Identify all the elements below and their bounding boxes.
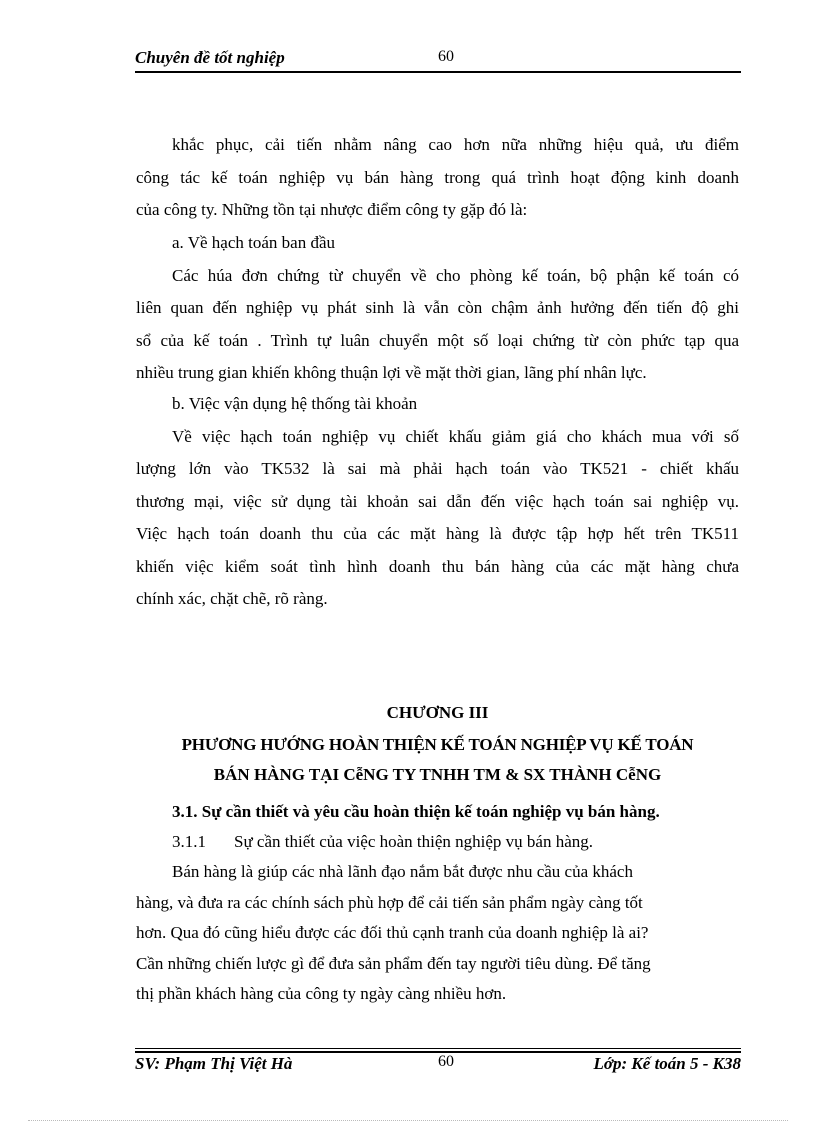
page-header xyxy=(135,48,741,70)
page-footer xyxy=(135,1054,741,1078)
section-a xyxy=(136,227,739,390)
chapter-label: CHƯƠNG III xyxy=(386,703,489,722)
text-line: Cần những chiến lược gì để đưa sản phẩm đến tay người tiêu dùng. Để tăng xyxy=(136,953,651,973)
final-paragraph xyxy=(136,857,739,1010)
text-line: sổ của kế toán . Trình tự luân chuyển một số loại chứng từ còn phức tạp qua xyxy=(136,330,739,350)
footer-page-number: 60 xyxy=(438,1053,454,1070)
section-b xyxy=(136,388,739,616)
text-line: Bán hàng là giúp các nhà lãnh đạo nắm bắt được nhu cầu của khách xyxy=(172,862,633,881)
section-3-1-1-heading xyxy=(136,826,739,859)
chapter-title-line-1: PHƯƠNG HƯỚNG HOÀN THIỆN KẾ TOÁN NGHIỆP VỤ KẾ TOÁN xyxy=(181,735,694,754)
text-line: khắc phục, cải tiến nhằm nâng cao hơn nữa những hiệu quả, ưu điểm xyxy=(172,135,739,154)
text-line: công tác kế toán nghiệp vụ bán hàng trong quá trình hoạt động kinh doanh xyxy=(136,167,739,187)
text-line: nhiều trung gian khiến không thuận lợi về mặt thời gian, lãng phí nhân lực. xyxy=(136,363,647,382)
footer-divider xyxy=(135,1048,741,1049)
header-divider xyxy=(135,71,741,73)
text-line: của công ty. Những tồn tại nhược điểm công ty gặp đó là: xyxy=(136,200,528,219)
section-number: 3.1.1 xyxy=(172,832,206,851)
section-a-heading: a. Về hạch toán ban đầu xyxy=(172,233,336,252)
page-bottom-border xyxy=(28,1120,788,1121)
text-line: thương mại, việc sử dụng tài khoản sai dẫn đến việc hạch toán sai nghiệp vụ. xyxy=(136,491,739,511)
student-name: SV: Phạm Thị Việt Hà xyxy=(135,1054,293,1073)
text-line: khiến việc kiểm soát tình hình doanh thu bán hàng của các mặt hàng chưa xyxy=(136,556,739,576)
header-page-number: 60 xyxy=(438,48,454,65)
intro-paragraph xyxy=(136,129,739,227)
text-line: Việc hạch toán doanh thu của các mặt hàng là được tập hợp hết trên TK511 xyxy=(136,524,739,543)
text-line: Về việc hạch toán nghiệp vụ chiết khấu giảm giá cho khách mua với số xyxy=(172,426,739,446)
text-line: thị phần khách hàng của công ty ngày càng nhiều hơn. xyxy=(136,984,507,1003)
document-title: Chuyên đề tốt nghiệp xyxy=(135,48,285,67)
text-line: liên quan đến nghiệp vụ phát sinh là vẫn còn chậm ảnh hưởng đến tiến độ ghi xyxy=(136,298,739,317)
section-3-1-heading: 3.1. Sự cần thiết và yêu cầu hoàn thiện kế toán nghiệp vụ bán hàng. xyxy=(172,802,660,821)
section-title: Sự cần thiết của việc hoàn thiện nghiệp vụ bán hàng. xyxy=(234,832,594,851)
text-line: hơn. Qua đó cũng hiểu được các đối thủ cạnh tranh của doanh nghiệp là ai? xyxy=(136,923,649,942)
chapter-title-line-2: BÁN HÀNG TẠI CễNG TY TNHH TM & SX THÀNH CễNG xyxy=(213,765,662,784)
text-line: Các húa đơn chứng từ chuyển về cho phòng kế toán, bộ phận kế toán có xyxy=(172,265,739,285)
text-line: chính xác, chặt chẽ, rõ ràng. xyxy=(136,589,328,608)
class-name: Lớp: Kế toán 5 - K38 xyxy=(593,1054,741,1073)
section-b-heading: b. Việc vận dụng hệ thống tài khoản xyxy=(172,394,418,413)
text-line: hàng, và đưa ra các chính sách phù hợp để cải tiến sản phẩm ngày càng tốt xyxy=(136,892,643,912)
text-line: lượng lớn vào TK532 là sai mà phải hạch toán vào TK521 - chiết khấu xyxy=(136,459,739,478)
